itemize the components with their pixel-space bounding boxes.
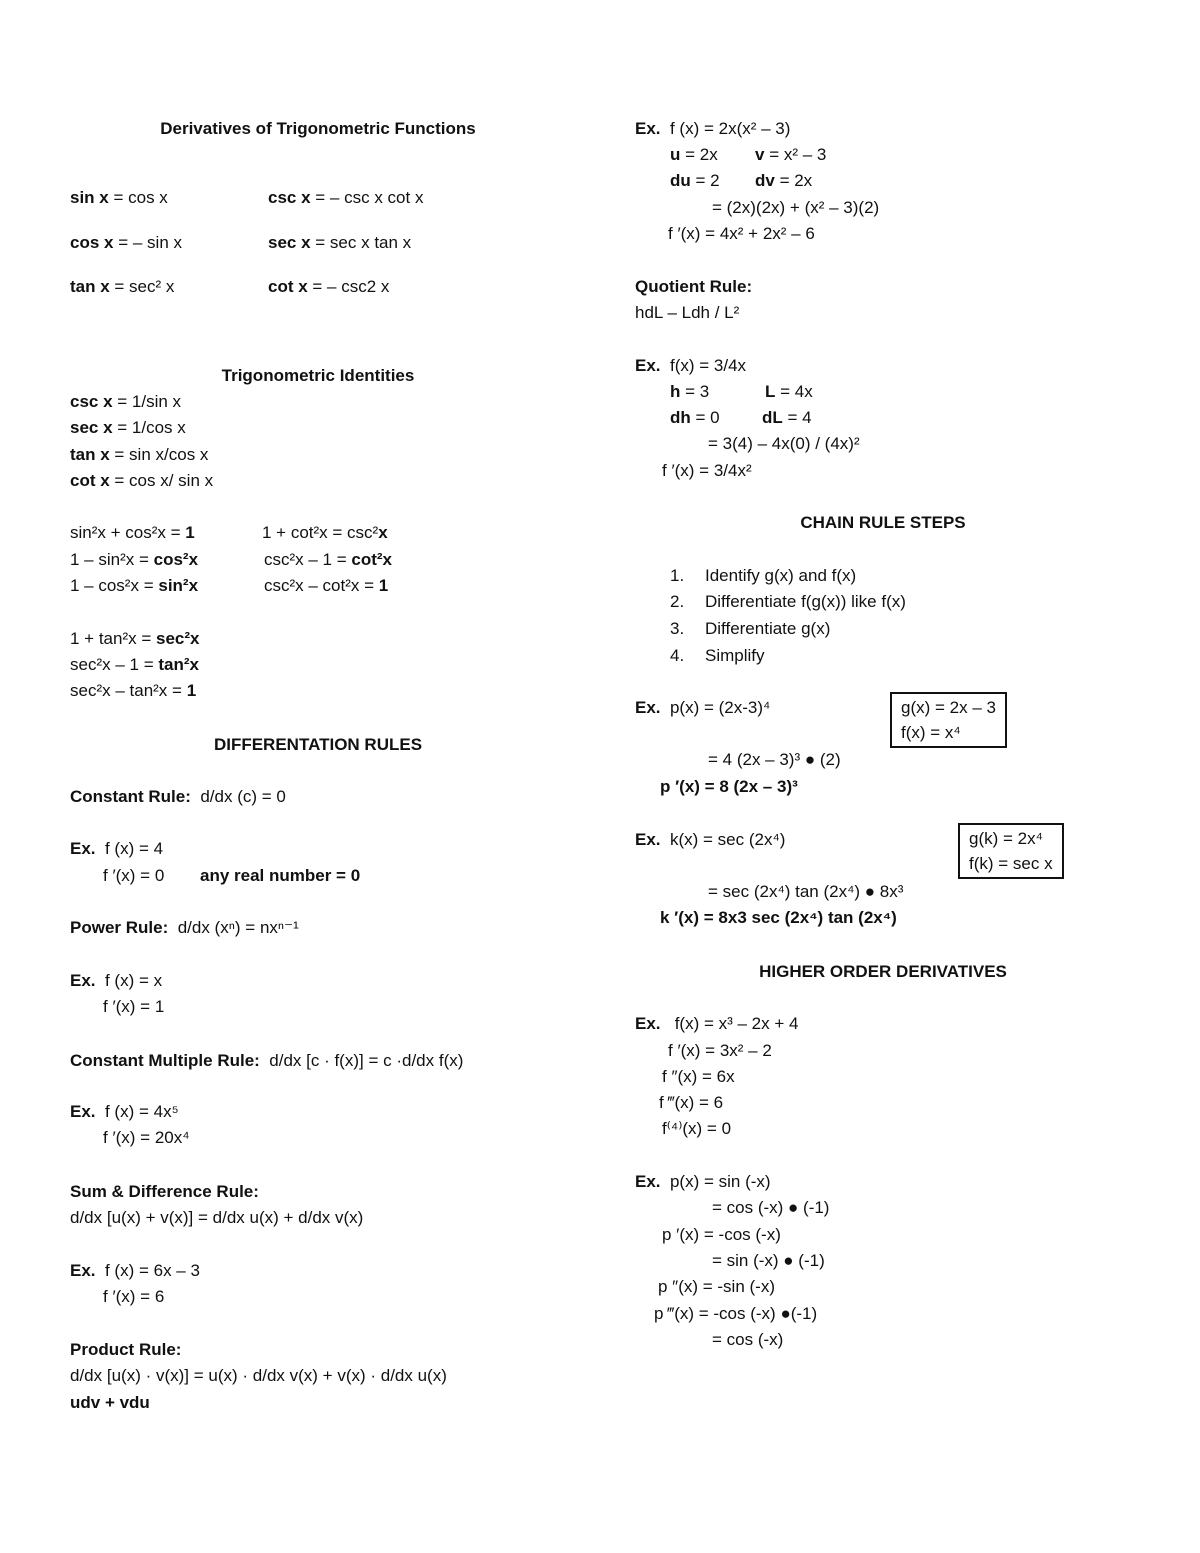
higher-order-line: f ′(x) = 3x² – 2 bbox=[668, 1041, 772, 1060]
derivative-cot: cot x = – csc2 x bbox=[268, 277, 390, 296]
higher-order-example-2: Ex. p(x) = sin (-x) bbox=[635, 1172, 771, 1191]
identity-tan: tan x = sin x/cos x bbox=[70, 445, 209, 464]
power-rule: Power Rule: d/dx (xⁿ) = nxⁿ⁻¹ bbox=[70, 918, 299, 937]
quotient-example-dh: dh = 0 bbox=[670, 408, 720, 427]
power-rule-example: Ex. f (x) = x bbox=[70, 971, 163, 990]
product-example-step: = (2x)(2x) + (x² – 3)(2) bbox=[712, 198, 880, 217]
chain-example-2-result: k ′(x) = 8x3 sec (2x⁴) tan (2x⁴) bbox=[660, 908, 897, 927]
chain-example-2-box bbox=[958, 823, 1064, 879]
pythagorean-identity: csc²x – 1 = cot²x bbox=[264, 550, 393, 569]
box-line: f(x) = x⁴ bbox=[901, 723, 961, 742]
higher-order-line: p ′(x) = -cos (-x) bbox=[662, 1225, 781, 1244]
product-example: Ex. f (x) = 2x(x² – 3) bbox=[635, 119, 791, 138]
product-example-v: v = x² – 3 bbox=[755, 145, 827, 164]
chain-rule-step-number: 4. bbox=[670, 646, 685, 665]
chain-rule-step-number: 1. bbox=[670, 566, 685, 585]
sum-difference-example: Ex. f (x) = 6x – 3 bbox=[70, 1261, 200, 1280]
box-line: g(x) = 2x – 3 bbox=[901, 698, 996, 717]
product-rule-label: Product Rule: bbox=[70, 1340, 182, 1359]
chain-example-1-step: = 4 (2x – 3)³ ● (2) bbox=[708, 750, 841, 769]
constant-rule-derivative: f ′(x) = 0 bbox=[103, 866, 165, 885]
constant-multiple-rule: Constant Multiple Rule: d/dx [c · f(x)] = c ·d/dx f(x) bbox=[70, 1051, 464, 1070]
product-example-dv: dv = 2x bbox=[755, 171, 813, 190]
product-example-du: du = 2 bbox=[670, 171, 720, 190]
trig-derivatives-title: Derivatives of Trigonometric Functions bbox=[160, 119, 476, 138]
product-rule-formula: d/dx [u(x) · v(x)] = u(x) · d/dx v(x) + v(x) · d/dx u(x) bbox=[70, 1366, 447, 1385]
quotient-example-step: = 3(4) – 4x(0) / (4x)² bbox=[708, 434, 860, 453]
quotient-rule-formula: hdL – Ldh / L² bbox=[635, 303, 740, 322]
quotient-example: Ex. f(x) = 3/4x bbox=[635, 356, 747, 375]
chain-rule-step-text: Simplify bbox=[705, 646, 765, 665]
chain-example-2: Ex. k(x) = sec (2x⁴) bbox=[635, 830, 786, 849]
derivative-sec: sec x = sec x tan x bbox=[268, 233, 412, 252]
quotient-example-result: f ′(x) = 3/4x² bbox=[662, 461, 752, 480]
identity-sec: sec x = 1/cos x bbox=[70, 418, 186, 437]
chain-rule-step-number: 3. bbox=[670, 619, 685, 638]
tan-sec-identity: 1 + tan²x = sec²x bbox=[70, 629, 200, 648]
constant-rule-example: Ex. f (x) = 4 bbox=[70, 839, 164, 858]
quotient-example-h: h = 3 bbox=[670, 382, 710, 401]
higher-order-title: HIGHER ORDER DERIVATIVES bbox=[759, 962, 1007, 981]
constant-multiple-example: Ex. f (x) = 4x⁵ bbox=[70, 1102, 179, 1121]
derivative-sin: sin x = cos x bbox=[70, 188, 168, 207]
chain-example-1-box bbox=[890, 692, 1007, 748]
sum-difference-rule-formula: d/dx [u(x) + v(x)] = d/dx u(x) + d/dx v(x) bbox=[70, 1208, 364, 1227]
sum-difference-derivative: f ′(x) = 6 bbox=[103, 1287, 165, 1306]
identity-csc: csc x = 1/sin x bbox=[70, 392, 182, 411]
derivative-tan: tan x = sec² x bbox=[70, 277, 175, 296]
sum-difference-rule-label: Sum & Difference Rule: bbox=[70, 1182, 259, 1201]
higher-order-line: f ″(x) = 6x bbox=[662, 1067, 735, 1086]
tan-sec-identity: sec²x – 1 = tan²x bbox=[70, 655, 199, 674]
higher-order-line: p ″(x) = -sin (-x) bbox=[658, 1277, 775, 1296]
quotient-example-dL: dL = 4 bbox=[762, 408, 812, 427]
chain-rule-title: CHAIN RULE STEPS bbox=[800, 513, 966, 532]
chain-rule-step-text: Identify g(x) and f(x) bbox=[705, 566, 857, 585]
chain-rule-step-text: Differentiate g(x) bbox=[705, 619, 831, 638]
derivative-csc: csc x = – csc x cot x bbox=[268, 188, 424, 207]
chain-rule-step-text: Differentiate f(g(x)) like f(x) bbox=[705, 592, 906, 611]
diff-rules-title: DIFFERENTATION RULES bbox=[213, 735, 423, 754]
higher-order-line: = cos (-x) bbox=[712, 1330, 784, 1349]
constant-rule-note: any real number = 0 bbox=[200, 866, 361, 885]
higher-order-line: = cos (-x) ● (-1) bbox=[712, 1198, 830, 1217]
higher-order-example-1: Ex. f(x) = x³ – 2x + 4 bbox=[635, 1014, 799, 1033]
higher-order-line: f⁽⁴⁾(x) = 0 bbox=[662, 1119, 732, 1138]
power-rule-derivative: f ′(x) = 1 bbox=[103, 997, 165, 1016]
constant-rule: Constant Rule: d/dx (c) = 0 bbox=[70, 787, 286, 806]
box-line: f(k) = sec x bbox=[969, 854, 1053, 873]
higher-order-line: = sin (-x) ● (-1) bbox=[712, 1251, 825, 1270]
tan-sec-identity: sec²x – tan²x = 1 bbox=[70, 681, 197, 700]
product-example-result: f ′(x) = 4x² + 2x² – 6 bbox=[668, 224, 815, 243]
box-line: g(k) = 2x⁴ bbox=[969, 829, 1043, 848]
pythagorean-identity: 1 – sin²x = cos²x bbox=[70, 550, 199, 569]
chain-example-1-result: p ′(x) = 8 (2x – 3)³ bbox=[660, 777, 798, 796]
chain-example-1: Ex. p(x) = (2x-3)⁴ bbox=[635, 698, 771, 717]
pythagorean-identity: 1 + cot²x = csc²x bbox=[262, 523, 388, 542]
pythagorean-identity: 1 – cos²x = sin²x bbox=[70, 576, 199, 595]
higher-order-line: p ‴(x) = -cos (-x) ●(-1) bbox=[654, 1304, 818, 1323]
derivative-cos: cos x = – sin x bbox=[70, 233, 182, 252]
constant-multiple-derivative: f ′(x) = 20x⁴ bbox=[103, 1128, 190, 1147]
quotient-rule-label: Quotient Rule: bbox=[635, 277, 753, 296]
chain-example-2-step: = sec (2x⁴) tan (2x⁴) ● 8x³ bbox=[708, 882, 904, 901]
product-rule-mnemonic: udv + vdu bbox=[70, 1393, 150, 1412]
pythagorean-identity: csc²x – cot²x = 1 bbox=[264, 576, 389, 595]
identity-cot: cot x = cos x/ sin x bbox=[70, 471, 214, 490]
trig-identities-title: Trigonometric Identities bbox=[221, 366, 415, 385]
quotient-example-L: L = 4x bbox=[765, 382, 813, 401]
chain-rule-step-number: 2. bbox=[670, 592, 685, 611]
pythagorean-identity: sin²x + cos²x = 1 bbox=[70, 523, 195, 542]
product-example-u: u = 2x bbox=[670, 145, 718, 164]
higher-order-line: f ‴(x) = 6 bbox=[659, 1093, 724, 1112]
